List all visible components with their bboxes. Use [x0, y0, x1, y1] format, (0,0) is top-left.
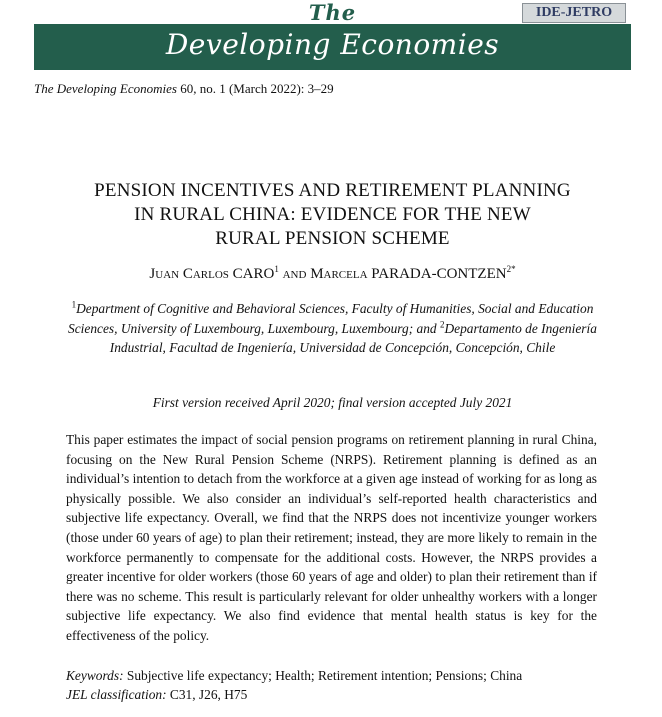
affiliation-text-1: Department of Cognitive and Behavioral Sciences, Faculty of Humanities, Social and Education — [76, 301, 594, 316]
author-2-given: Marcela — [310, 266, 368, 282]
jel-line — [66, 685, 597, 704]
affiliation-text-2b: Departamento de Ingeniería — [444, 320, 597, 336]
abstract-paragraph: This paper estimates the impact of social pension programs on retirement planning in rural China, focusing on the New Rural Pension Scheme (NRPS). Retirement planning is defined as an individual’s intention to detach from the workforce at a given age instead of working for as long as physically possible. We also consider an individual’s self-reported health characteristics and subjective life expectancy. Overall, we find that the NRPS does not incentivize younger workers (those under 60 years of age) to plan their retirement; instead, they are more likely to remain in the workforce permanently to compensate for the additional costs. However, the NRPS provides a greater incentive for older workers (those 60 years of age and older) to plan their retirement than if there was no scheme. This result is particularly relevant for older unhealthy workers with a longer subjective life expectancy. We also find evidence that mental health status is key for the effectiveness of the policy. — [66, 432, 597, 643]
keywords-line — [66, 666, 597, 685]
affiliation-line-1 — [34, 299, 631, 319]
affiliation-line-2 — [34, 319, 631, 339]
affiliation-line-3: Industrial, Facultad de Ingeniería, Universidad de Concepción, Concepción, Chile — [109, 340, 556, 355]
author-1-given: Juan Carlos — [149, 266, 229, 282]
citation-journal: The Developing Economies — [34, 81, 177, 96]
affiliations — [34, 299, 631, 358]
author-2-family: PARADA-CONTZEN — [371, 266, 507, 282]
author-1-sup: 1 — [274, 264, 279, 274]
journal-the-wordmark: The — [308, 0, 357, 25]
paper-title — [34, 179, 631, 251]
jel-value: C31, J26, H75 — [166, 687, 248, 702]
publisher-logo: IDE-JETRO — [522, 3, 626, 23]
author-1-family: CARO — [232, 266, 275, 282]
affiliation-sup-1: 1 — [71, 299, 77, 310]
jel-label: JEL classification: — [66, 687, 167, 702]
citation-line — [34, 81, 334, 97]
title-line-1: PENSION INCENTIVES AND RETIREMENT PLANNING — [94, 180, 571, 201]
keywords-block — [66, 666, 597, 704]
keywords-label: Keywords: — [66, 668, 124, 683]
title-line-3: RURAL PENSION SCHEME — [215, 228, 450, 249]
affiliation-text-2a: Sciences, University of Luxembourg, Luxembourg, Luxembourg; and — [68, 320, 440, 336]
author-line — [34, 266, 631, 283]
affiliation-sup-2: 2 — [439, 319, 445, 330]
received-note: First version received April 2020; final version accepted July 2021 — [152, 395, 513, 410]
citation-details: 60, no. 1 (March 2022): 3–29 — [176, 81, 334, 96]
title-line-2: IN RURAL CHINA: EVIDENCE FOR THE NEW — [134, 204, 531, 225]
author-conjunction: and — [282, 266, 307, 282]
journal-name-wordmark: Developing Economies — [165, 28, 500, 61]
keywords-value: Subjective life expectancy; Health; Retirement intention; Pensions; China — [123, 668, 523, 683]
author-2-sup: 2* — [506, 264, 516, 274]
